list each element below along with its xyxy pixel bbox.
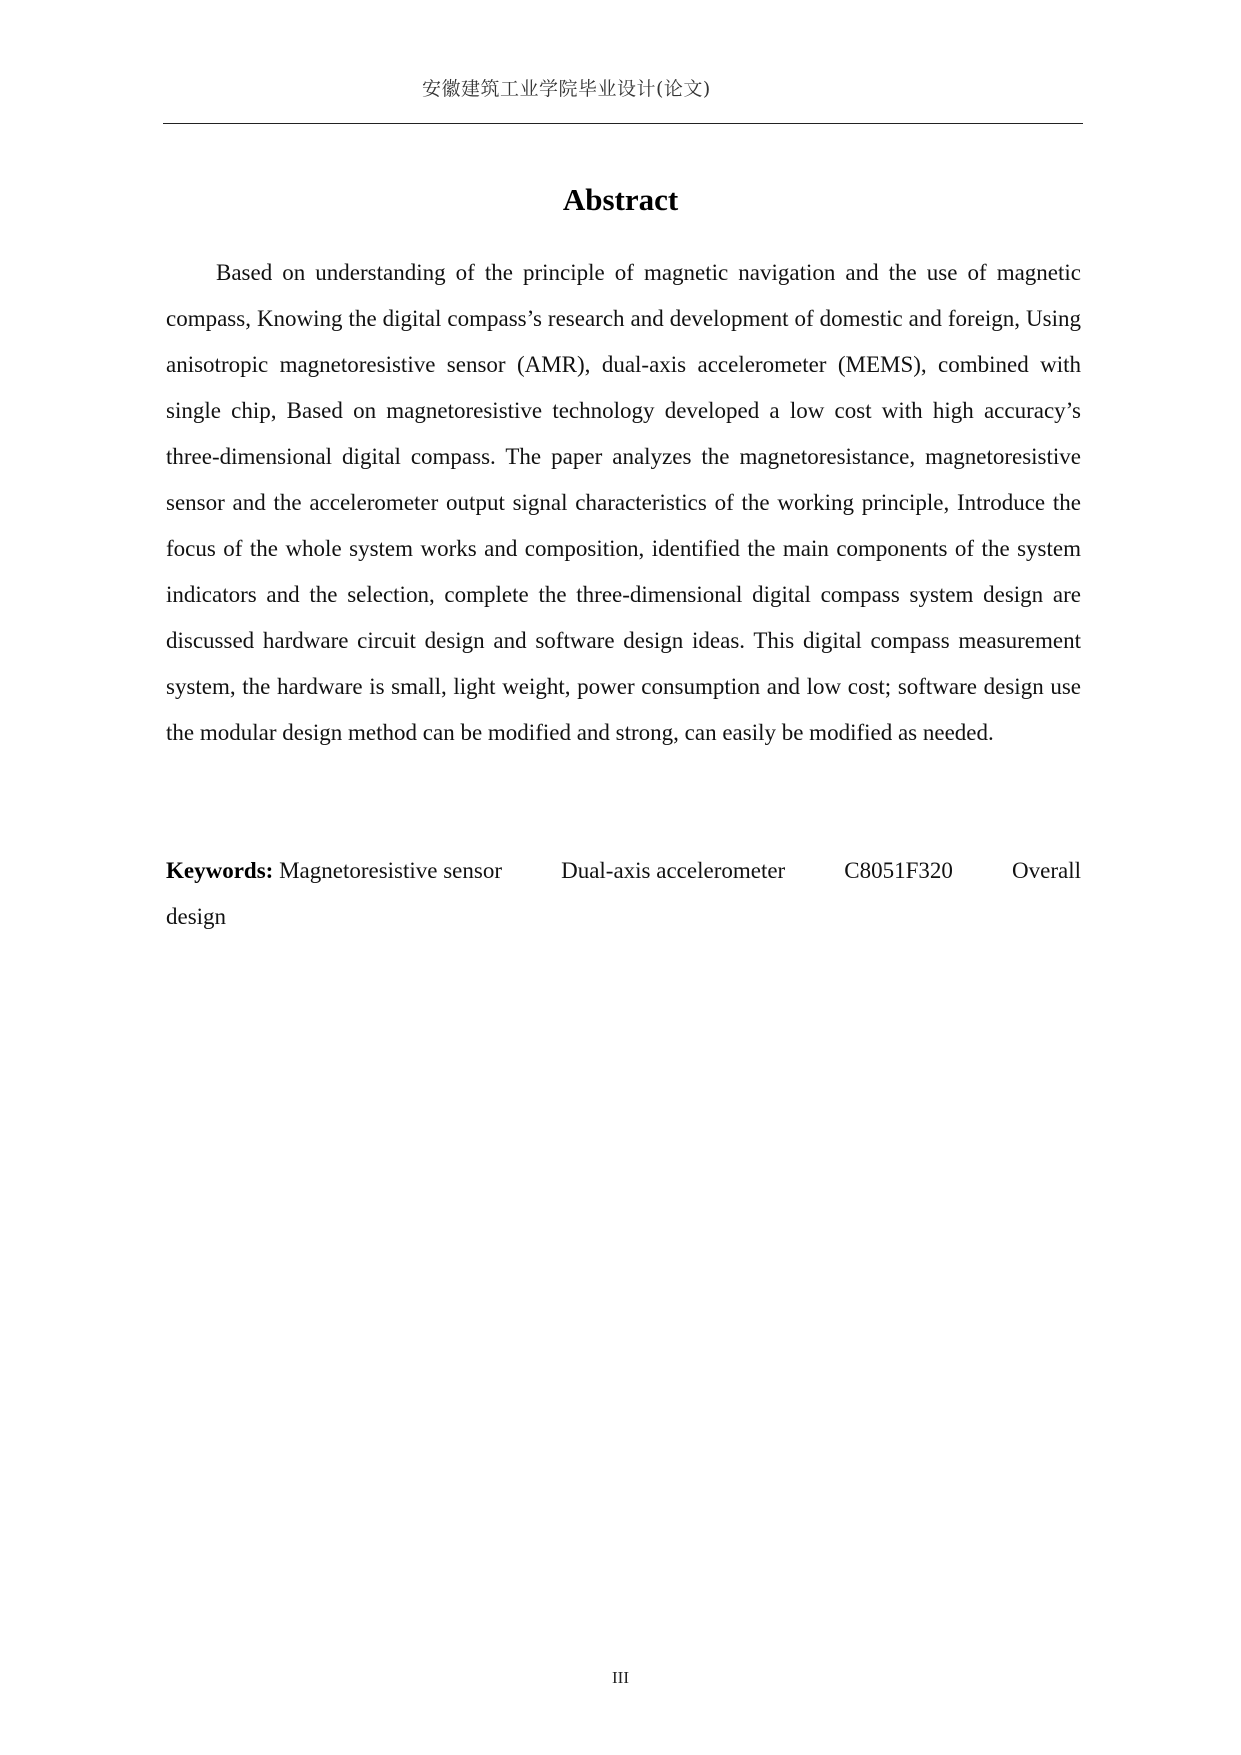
abstract-title: Abstract bbox=[562, 182, 679, 217]
keyword-first-group bbox=[166, 848, 502, 894]
keywords-line bbox=[166, 848, 1081, 894]
page-number: III bbox=[612, 1668, 629, 1687]
keywords-block bbox=[166, 848, 1081, 940]
keyword-item: Magnetoresistive sensor bbox=[279, 858, 503, 883]
abstract-paragraph: Based on understanding of the principle of magnetic navigation and the use of magnetic compass, Knowing the digital compass’s research and development of domestic and foreign, Using anisotropic magnetoresistive sensor (AMR), dual-axis accelerometer (MEMS), combined with single chip, Based on magnetoresistive technology developed a low cost with high accuracy’s three-dimensional digital compass. The paper analyzes the magnetoresistance, magnetoresistive sensor and the accelerometer output signal characteristics of the working principle, Introduce the focus of the whole system works and composition, identified the main components of the system indicators and the selection, complete the three-dimensional digital compass system design are discussed hardware circuit design and software design ideas. This digital compass measurement system, the hardware is small, light weight, power consumption and low cost; software design use the modular design method can be modified and strong, can easily be modified as needed. bbox=[166, 260, 1081, 745]
running-header: 安徽建筑工业学院毕业设计(论文) bbox=[422, 78, 711, 100]
keyword-item: C8051F320 bbox=[844, 858, 953, 883]
keywords-continuation: design bbox=[166, 904, 227, 929]
keyword-item: Dual-axis accelerometer bbox=[561, 858, 786, 883]
header-rule bbox=[163, 123, 1083, 124]
keyword-item: Overall bbox=[1012, 858, 1081, 883]
keywords-label: Keywords: bbox=[166, 858, 274, 883]
